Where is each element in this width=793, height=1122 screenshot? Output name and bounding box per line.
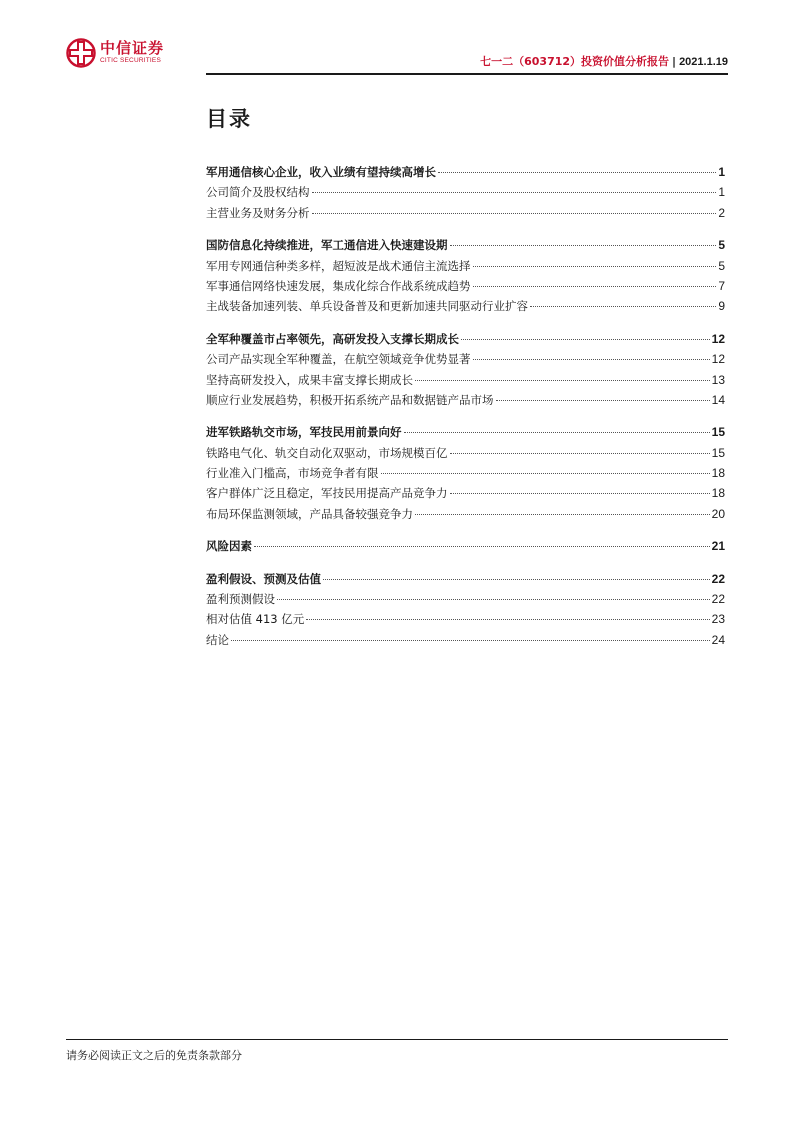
- toc-dot-leader: [450, 493, 710, 494]
- toc-dot-leader: [312, 213, 717, 214]
- footer-rule: [66, 1039, 728, 1040]
- toc-page-number: 24: [711, 632, 725, 647]
- header-rule: [206, 73, 728, 75]
- toc-entry-title: 相对估值 413 亿元: [206, 612, 305, 627]
- toc-subsection-entry[interactable]: [206, 258, 725, 278]
- toc-section: [206, 538, 725, 558]
- toc-subsection-entry[interactable]: [206, 632, 725, 652]
- toc-page-number: 21: [711, 539, 725, 554]
- toc-page-number: 13: [711, 372, 725, 387]
- toc-subsection-entry[interactable]: [206, 184, 725, 204]
- toc-dot-leader: [381, 473, 710, 474]
- toc-dot-leader: [530, 306, 716, 307]
- toc-entry-title: 军用通信核心企业，收入业绩有望持续高增长: [206, 165, 436, 179]
- toc-page-number: 14: [711, 392, 725, 407]
- toc-page-number: 15: [711, 445, 725, 460]
- toc-title: 目录: [206, 107, 252, 131]
- toc-subsection-entry[interactable]: [206, 465, 725, 485]
- toc-subsection-entry[interactable]: [206, 205, 725, 225]
- citic-logo: [66, 38, 164, 68]
- toc-page-number: 22: [711, 592, 725, 607]
- toc-entry-title: 布局环保监测领域，产品具备较强竞争力: [206, 506, 413, 521]
- header-separator: |: [672, 55, 677, 68]
- toc-section-entry[interactable]: [206, 571, 725, 591]
- citic-logo-icon: [66, 38, 96, 68]
- toc-section: [206, 424, 725, 526]
- toc-entry-title: 进军铁路轨交市场，军技民用前景向好: [206, 425, 402, 440]
- toc-dot-leader: [473, 266, 717, 267]
- toc-section: [206, 237, 725, 319]
- toc-entry-title: 国防信息化持续推进，军工通信进入快速建设期: [206, 238, 448, 253]
- toc-dot-leader: [231, 640, 710, 641]
- toc-entry-title: 公司简介及股权结构: [206, 185, 310, 200]
- toc-dot-leader: [473, 359, 710, 360]
- toc-page-number: 1: [718, 185, 725, 200]
- report-title: 七一二（603712）投资价值分析报告: [480, 55, 670, 68]
- table-of-contents: [206, 164, 725, 664]
- toc-dot-leader: [404, 432, 710, 433]
- toc-page-number: 23: [711, 612, 725, 627]
- toc-section-entry[interactable]: [206, 237, 725, 257]
- toc-page-number: 9: [718, 299, 725, 314]
- toc-page-number: 15: [711, 425, 725, 440]
- toc-entry-title: 公司产品实现全军种覆盖，在航空领域竞争优势显著: [206, 352, 471, 367]
- toc-entry-title: 主战装备加速列装、单兵设备普及和更新加速共同驱动行业扩容: [206, 299, 528, 314]
- toc-subsection-entry[interactable]: [206, 298, 725, 318]
- toc-dot-leader: [461, 339, 710, 340]
- toc-subsection-entry[interactable]: [206, 445, 725, 465]
- toc-entry-title: 全军种覆盖市占率领先，高研发投入支撑长期成长: [206, 331, 459, 346]
- toc-page-number: 5: [718, 238, 725, 253]
- toc-section: [206, 164, 725, 225]
- toc-entry-title: 顺应行业发展趋势，积极开拓系统产品和数据链产品市场: [206, 392, 494, 407]
- toc-dot-leader: [306, 619, 709, 620]
- toc-dot-leader: [473, 286, 717, 287]
- toc-dot-leader: [415, 380, 710, 381]
- toc-entry-title: 铁路电气化、轨交自动化双驱动，市场规模百亿: [206, 445, 448, 460]
- toc-dot-leader: [323, 579, 710, 580]
- toc-page-number: 18: [711, 466, 725, 481]
- toc-entry-title: 主营业务及财务分析: [206, 205, 310, 220]
- toc-entry-title: 盈利预测假设: [206, 592, 275, 607]
- toc-section: [206, 331, 725, 413]
- toc-dot-leader: [415, 514, 710, 515]
- toc-entry-title: 客户群体广泛且稳定，军技民用提高产品竞争力: [206, 486, 448, 501]
- toc-dot-leader: [438, 172, 716, 173]
- toc-page-number: 22: [711, 571, 725, 586]
- toc-entry-title: 盈利假设、预测及估值: [206, 571, 321, 586]
- logo-en-text: CITIC SECURITIES: [100, 57, 161, 65]
- toc-page-number: 5: [718, 258, 725, 273]
- toc-page-number: 2: [718, 205, 725, 220]
- toc-subsection-entry[interactable]: [206, 591, 725, 611]
- toc-subsection-entry[interactable]: [206, 611, 725, 631]
- toc-dot-leader: [450, 245, 717, 246]
- toc-entry-title: 结论: [206, 632, 229, 647]
- header-meta: [480, 53, 728, 69]
- toc-page-number: 7: [718, 278, 725, 293]
- toc-subsection-entry[interactable]: [206, 485, 725, 505]
- toc-dot-leader: [450, 453, 710, 454]
- logo-cn-text: 中信证券: [100, 39, 165, 58]
- page-header: [66, 38, 728, 74]
- toc-entry-title: 军用专网通信种类多样，超短波是战术通信主流选择: [206, 258, 471, 273]
- toc-section-entry[interactable]: [206, 538, 725, 558]
- toc-dot-leader: [277, 599, 710, 600]
- toc-entry-title: 坚持高研发投入，成果丰富支撑长期成长: [206, 372, 413, 387]
- toc-section-entry[interactable]: [206, 164, 725, 184]
- toc-subsection-entry[interactable]: [206, 351, 725, 371]
- toc-entry-title: 行业准入门槛高，市场竞争者有限: [206, 466, 379, 481]
- toc-subsection-entry[interactable]: [206, 278, 725, 298]
- toc-dot-leader: [496, 400, 710, 401]
- toc-section-entry[interactable]: [206, 331, 725, 351]
- toc-entry-title: 风险因素: [206, 539, 252, 554]
- toc-page-number: 12: [711, 331, 725, 346]
- report-date: 2021.1.19: [679, 56, 728, 68]
- toc-page-number: 18: [711, 486, 725, 501]
- toc-dot-leader: [254, 546, 710, 547]
- toc-section-entry[interactable]: [206, 424, 725, 444]
- toc-page-number: 1: [718, 165, 725, 179]
- toc-subsection-entry[interactable]: [206, 506, 725, 526]
- footer-disclaimer: 请务必阅读正文之后的免责条款部分: [66, 1049, 242, 1062]
- toc-subsection-entry[interactable]: [206, 372, 725, 392]
- toc-page-number: 12: [711, 352, 725, 367]
- toc-subsection-entry[interactable]: [206, 392, 725, 412]
- toc-page-number: 20: [711, 506, 725, 521]
- toc-dot-leader: [312, 192, 717, 193]
- toc-section: [206, 571, 725, 653]
- toc-entry-title: 军事通信网络快速发展，集成化综合作战系统成趋势: [206, 278, 471, 293]
